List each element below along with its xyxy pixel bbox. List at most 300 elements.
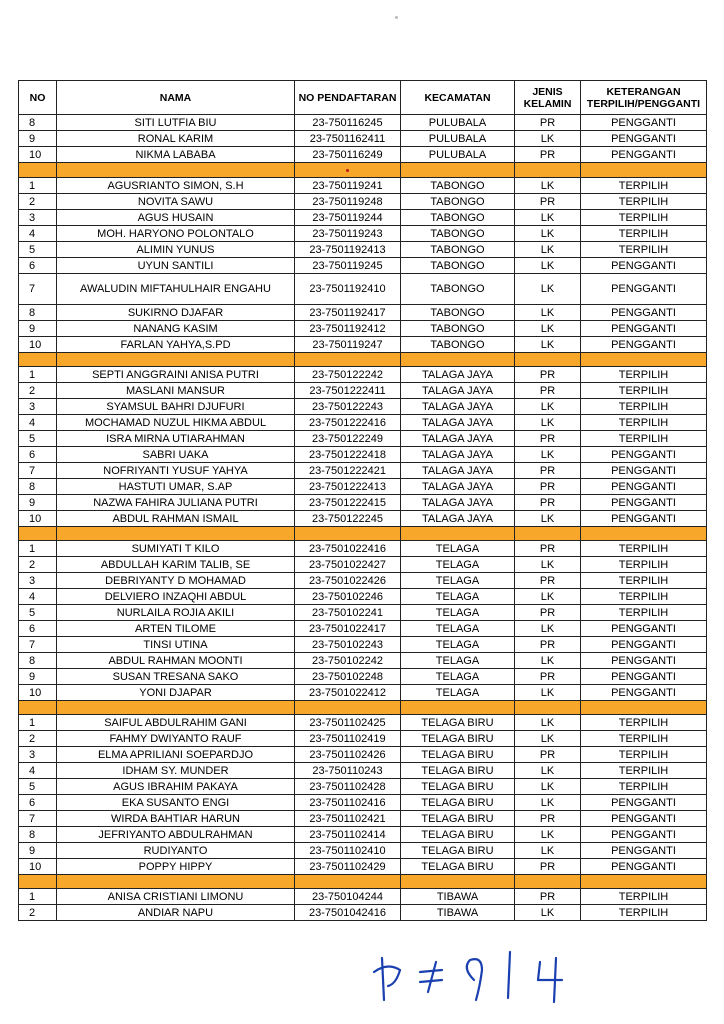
candidate-name-cell: NAZWA FAHIRA JULIANA PUTRI [57,495,295,511]
status-cell: PENGGANTI [581,131,707,147]
candidate-name-cell: SYAMSUL BAHRI DJUFURI [57,399,295,415]
district-cell: TABONGO [401,258,515,274]
row-number-cell: 7 [19,274,57,305]
gender-cell: PR [515,859,581,875]
registration-number-cell: 23-750102242 [295,653,401,669]
status-cell: PENGGANTI [581,511,707,527]
status-cell: PENGGANTI [581,653,707,669]
gender-cell: LK [515,685,581,701]
row-number-cell: 2 [19,731,57,747]
district-cell: TABONGO [401,337,515,353]
row-number-cell: 1 [19,367,57,383]
district-cell: TELAGA [401,685,515,701]
row-number-cell: 3 [19,399,57,415]
gender-cell: PR [515,463,581,479]
registration-number-cell: 23-750119247 [295,337,401,353]
status-cell: PENGGANTI [581,621,707,637]
registration-number-cell: 23-7501042416 [295,905,401,921]
candidate-name-cell: POPPY HIPPY [57,859,295,875]
table-row [19,415,707,431]
district-cell: TALAGA JAYA [401,511,515,527]
candidate-name-cell: YONI DJAPAR [57,685,295,701]
gender-cell: LK [515,242,581,258]
status-cell: TERPILIH [581,715,707,731]
gender-cell: LK [515,210,581,226]
separator-cell [401,163,515,178]
district-cell: TIBAWA [401,905,515,921]
candidate-name-cell: ABDUL RAHMAN ISMAIL [57,511,295,527]
status-cell: TERPILIH [581,731,707,747]
district-cell: TELAGA [401,589,515,605]
status-cell: TERPILIH [581,242,707,258]
header-kecamatan: KECAMATAN [401,81,515,115]
gender-cell: LK [515,843,581,859]
separator-cell [57,527,295,541]
candidate-name-cell: ELMA APRILIANI SOEPARDJO [57,747,295,763]
gender-cell: LK [515,557,581,573]
table-row [19,889,707,905]
separator-cell [295,875,401,889]
candidate-name-cell: NANANG KASIM [57,321,295,337]
gender-cell: PR [515,115,581,131]
status-cell: TERPILIH [581,573,707,589]
candidate-name-cell: ANDIAR NAPU [57,905,295,921]
district-cell: TELAGA [401,605,515,621]
table-row [19,669,707,685]
row-number-cell: 1 [19,715,57,731]
district-cell: TELAGA BIRU [401,731,515,747]
registration-number-cell: 23-750110243 [295,763,401,779]
table-row [19,795,707,811]
gender-cell: LK [515,715,581,731]
candidate-table [18,80,707,921]
table-row [19,321,707,337]
status-cell: PENGGANTI [581,669,707,685]
registration-number-cell: 23-7501222413 [295,479,401,495]
district-cell: TALAGA JAYA [401,415,515,431]
candidate-name-cell: HASTUTI UMAR, S.AP [57,479,295,495]
header-jenis-kelamin: JENIS KELAMIN [515,81,581,115]
separator-cell [401,353,515,367]
district-cell: TELAGA [401,557,515,573]
registration-number-cell: 23-7501222421 [295,463,401,479]
separator-cell [581,875,707,889]
gender-cell: LK [515,589,581,605]
separator-cell [57,701,295,715]
table-row [19,511,707,527]
gender-cell: LK [515,511,581,527]
header-no: NO [19,81,57,115]
district-cell: PULUBALA [401,131,515,147]
district-cell: TELAGA [401,637,515,653]
candidate-name-cell: AGUSRIANTO SIMON, S.H [57,178,295,194]
group-separator-row [19,353,707,367]
candidate-name-cell: RUDIYANTO [57,843,295,859]
gender-cell: PR [515,573,581,589]
registration-number-cell: 23-750102246 [295,589,401,605]
candidate-name-cell: AWALUDIN MIFTAHULHAIR ENGAHU [57,274,295,305]
separator-cell [581,701,707,715]
registration-number-cell: 23-750116249 [295,147,401,163]
registration-number-cell: 23-750102241 [295,605,401,621]
status-cell: TERPILIH [581,589,707,605]
candidate-name-cell: ABDULLAH KARIM TALIB, SE [57,557,295,573]
registration-number-cell: 23-7501102425 [295,715,401,731]
gender-cell: PR [515,147,581,163]
district-cell: TALAGA JAYA [401,479,515,495]
row-number-cell: 4 [19,415,57,431]
row-number-cell: 8 [19,653,57,669]
status-cell: TERPILIH [581,415,707,431]
separator-cell [19,875,57,889]
gender-cell: LK [515,337,581,353]
gender-cell: LK [515,447,581,463]
candidate-name-cell: ANISA CRISTIANI LIMONU [57,889,295,905]
table-row [19,115,707,131]
row-number-cell: 8 [19,827,57,843]
table-row [19,685,707,701]
district-cell: TALAGA JAYA [401,495,515,511]
candidate-name-cell: SEPTI ANGGRAINI ANISA PUTRI [57,367,295,383]
row-number-cell: 3 [19,573,57,589]
row-number-cell: 8 [19,115,57,131]
district-cell: TELAGA BIRU [401,859,515,875]
separator-cell [515,875,581,889]
separator-cell [19,353,57,367]
district-cell: TALAGA JAYA [401,431,515,447]
table-row [19,811,707,827]
registration-number-cell: 23-750119248 [295,194,401,210]
district-cell: TALAGA JAYA [401,463,515,479]
row-number-cell: 10 [19,511,57,527]
table-row [19,178,707,194]
status-cell: PENGGANTI [581,274,707,305]
status-cell: PENGGANTI [581,843,707,859]
separator-cell [19,163,57,178]
table-row [19,131,707,147]
separator-cell [401,701,515,715]
gender-cell: LK [515,653,581,669]
table-row [19,541,707,557]
status-cell: TERPILIH [581,557,707,573]
row-number-cell: 9 [19,843,57,859]
table-row [19,637,707,653]
registration-number-cell: 23-7501102428 [295,779,401,795]
district-cell: TELAGA [401,669,515,685]
table-row [19,447,707,463]
registration-number-cell: 23-750122245 [295,511,401,527]
row-number-cell: 6 [19,258,57,274]
registration-number-cell: 23-7501222411 [295,383,401,399]
registration-number-cell: 23-750122249 [295,431,401,447]
status-cell: PENGGANTI [581,811,707,827]
header-keterangan: KETERANGAN TERPILIH/PENGGANTI [581,81,707,115]
table-row [19,763,707,779]
registration-number-cell: 23-7501022417 [295,621,401,637]
gender-cell: LK [515,415,581,431]
registration-number-cell: 23-750102243 [295,637,401,653]
gender-cell: LK [515,131,581,147]
gender-cell: PR [515,541,581,557]
district-cell: PULUBALA [401,147,515,163]
row-number-cell: 9 [19,495,57,511]
status-cell: PENGGANTI [581,685,707,701]
table-row [19,337,707,353]
candidate-name-cell: ISRA MIRNA UTIARAHMAN [57,431,295,447]
district-cell: TELAGA BIRU [401,715,515,731]
registration-number-cell: 23-7501102421 [295,811,401,827]
row-number-cell: 4 [19,763,57,779]
registration-number-cell: 23-7501192413 [295,242,401,258]
registration-number-cell: 23-750122242 [295,367,401,383]
table-row [19,779,707,795]
row-number-cell: 2 [19,194,57,210]
gender-cell: LK [515,258,581,274]
candidate-name-cell: NIKMA LABABA [57,147,295,163]
gender-cell: LK [515,905,581,921]
row-number-cell: 6 [19,621,57,637]
group-separator-row [19,527,707,541]
row-number-cell: 4 [19,226,57,242]
gender-cell: LK [515,226,581,242]
gender-cell: LK [515,779,581,795]
district-cell: TABONGO [401,321,515,337]
separator-cell [57,353,295,367]
table-row [19,747,707,763]
status-cell: TERPILIH [581,747,707,763]
table-row [19,905,707,921]
registration-number-cell: 23-750102248 [295,669,401,685]
candidate-name-cell: NOVITA SAWU [57,194,295,210]
candidate-name-cell: MASLANI MANSUR [57,383,295,399]
gender-cell: LK [515,399,581,415]
status-cell: TERPILIH [581,905,707,921]
district-cell: TABONGO [401,194,515,210]
row-number-cell: 10 [19,337,57,353]
district-cell: TELAGA [401,573,515,589]
candidate-name-cell: SABRI UAKA [57,447,295,463]
separator-cell [19,527,57,541]
row-number-cell: 1 [19,178,57,194]
gender-cell: PR [515,669,581,685]
scan-speck [395,16,398,19]
candidate-name-cell: ABDUL RAHMAN MOONTI [57,653,295,669]
registration-number-cell: 23-7501022426 [295,573,401,589]
gender-cell: PR [515,367,581,383]
table-row [19,557,707,573]
district-cell: TELAGA [401,653,515,669]
red-dot-mark [346,169,349,172]
registration-number-cell: 23-7501192417 [295,305,401,321]
district-cell: TELAGA [401,621,515,637]
separator-cell [57,163,295,178]
candidate-name-cell: FARLAN YAHYA,S.PD [57,337,295,353]
gender-cell: PR [515,194,581,210]
gender-cell: PR [515,605,581,621]
table-row [19,274,707,305]
table-row [19,653,707,669]
district-cell: TELAGA BIRU [401,811,515,827]
status-cell: PENGGANTI [581,305,707,321]
row-number-cell: 5 [19,242,57,258]
registration-number-cell: 23-7501102429 [295,859,401,875]
candidate-name-cell: NOFRIYANTI YUSUF YAHYA [57,463,295,479]
status-cell: PENGGANTI [581,637,707,653]
registration-number-cell: 23-7501192410 [295,274,401,305]
candidate-name-cell: SUMIYATI T KILO [57,541,295,557]
table-row [19,731,707,747]
table-row [19,367,707,383]
status-cell: PENGGANTI [581,463,707,479]
table-row [19,399,707,415]
group-separator-row [19,875,707,889]
separator-cell [295,701,401,715]
row-number-cell: 9 [19,131,57,147]
row-number-cell: 2 [19,557,57,573]
header-pendaftaran: NO PENDAFTARAN [295,81,401,115]
district-cell: TELAGA BIRU [401,795,515,811]
status-cell: TERPILIH [581,367,707,383]
row-number-cell: 2 [19,905,57,921]
table-row [19,305,707,321]
row-number-cell: 10 [19,147,57,163]
registration-number-cell: 23-7501022416 [295,541,401,557]
status-cell: PENGGANTI [581,115,707,131]
district-cell: TELAGA BIRU [401,779,515,795]
status-cell: TERPILIH [581,431,707,447]
row-number-cell: 8 [19,479,57,495]
district-cell: TELAGA [401,541,515,557]
separator-cell [401,875,515,889]
status-cell: PENGGANTI [581,479,707,495]
status-cell: PENGGANTI [581,859,707,875]
table-row [19,715,707,731]
status-cell: TERPILIH [581,210,707,226]
candidate-name-cell: DEBRIYANTY D MOHAMAD [57,573,295,589]
candidate-name-cell: AGUS HUSAIN [57,210,295,226]
row-number-cell: 5 [19,779,57,795]
separator-cell [515,353,581,367]
candidate-name-cell: MOCHAMAD NUZUL HIKMA ABDUL [57,415,295,431]
registration-number-cell: 23-7501102419 [295,731,401,747]
table-row [19,258,707,274]
registration-number-cell: 23-7501102426 [295,747,401,763]
row-number-cell: 4 [19,589,57,605]
table-row [19,495,707,511]
registration-number-cell: 23-7501222416 [295,415,401,431]
registration-number-cell: 23-7501102416 [295,795,401,811]
row-number-cell: 1 [19,889,57,905]
registration-number-cell: 23-750119245 [295,258,401,274]
row-number-cell: 8 [19,305,57,321]
gender-cell: LK [515,731,581,747]
candidate-name-cell: MOH. HARYONO POLONTALO [57,226,295,242]
district-cell: TABONGO [401,210,515,226]
registration-number-cell: 23-750119243 [295,226,401,242]
status-cell: TERPILIH [581,383,707,399]
handwritten-initials [370,940,590,1010]
status-cell: PENGGANTI [581,321,707,337]
separator-cell [57,875,295,889]
district-cell: TALAGA JAYA [401,383,515,399]
table-row [19,383,707,399]
candidate-name-cell: ARTEN TILOME [57,621,295,637]
status-cell: TERPILIH [581,541,707,557]
registration-number-cell: 23-7501102410 [295,843,401,859]
row-number-cell: 5 [19,605,57,621]
candidate-name-cell: SUKIRNO DJAFAR [57,305,295,321]
table-row [19,573,707,589]
table-body [19,115,707,921]
table-row [19,605,707,621]
header-nama: NAMA [57,81,295,115]
district-cell: TABONGO [401,226,515,242]
candidate-name-cell: JEFRIYANTO ABDULRAHMAN [57,827,295,843]
separator-cell [295,527,401,541]
separator-cell [401,527,515,541]
district-cell: TALAGA JAYA [401,367,515,383]
row-number-cell: 5 [19,431,57,447]
separator-cell [581,527,707,541]
district-cell: TALAGA JAYA [401,447,515,463]
table-header-row [19,81,707,115]
district-cell: TABONGO [401,274,515,305]
candidate-name-cell: FAHMY DWIYANTO RAUF [57,731,295,747]
table-row [19,589,707,605]
row-number-cell: 1 [19,541,57,557]
status-cell: TERPILIH [581,605,707,621]
gender-cell: PR [515,811,581,827]
row-number-cell: 9 [19,321,57,337]
group-separator-row [19,701,707,715]
candidate-name-cell: DELVIERO INZAQHI ABDUL [57,589,295,605]
row-number-cell: 2 [19,383,57,399]
row-number-cell: 3 [19,747,57,763]
status-cell: PENGGANTI [581,447,707,463]
gender-cell: LK [515,321,581,337]
separator-cell [581,353,707,367]
row-number-cell: 7 [19,811,57,827]
district-cell: TELAGA BIRU [401,843,515,859]
district-cell: TABONGO [401,178,515,194]
gender-cell: PR [515,479,581,495]
table-row [19,431,707,447]
registration-number-cell: 23-7501102414 [295,827,401,843]
table-row [19,621,707,637]
table-row [19,463,707,479]
gender-cell: PR [515,383,581,399]
separator-cell [515,163,581,178]
candidate-name-cell: NURLAILA ROJIA AKILI [57,605,295,621]
district-cell: TALAGA JAYA [401,399,515,415]
candidate-name-cell: EKA SUSANTO ENGI [57,795,295,811]
candidate-name-cell: SAIFUL ABDULRAHIM GANI [57,715,295,731]
registration-number-cell: 23-750119244 [295,210,401,226]
status-cell: PENGGANTI [581,827,707,843]
gender-cell: PR [515,889,581,905]
gender-cell: PR [515,747,581,763]
row-number-cell: 10 [19,859,57,875]
gender-cell: PR [515,495,581,511]
candidate-name-cell: UYUN SANTILI [57,258,295,274]
status-cell: PENGGANTI [581,795,707,811]
row-number-cell: 3 [19,210,57,226]
gender-cell: LK [515,178,581,194]
separator-cell [581,163,707,178]
table-row [19,843,707,859]
gender-cell: LK [515,305,581,321]
table-row [19,226,707,242]
